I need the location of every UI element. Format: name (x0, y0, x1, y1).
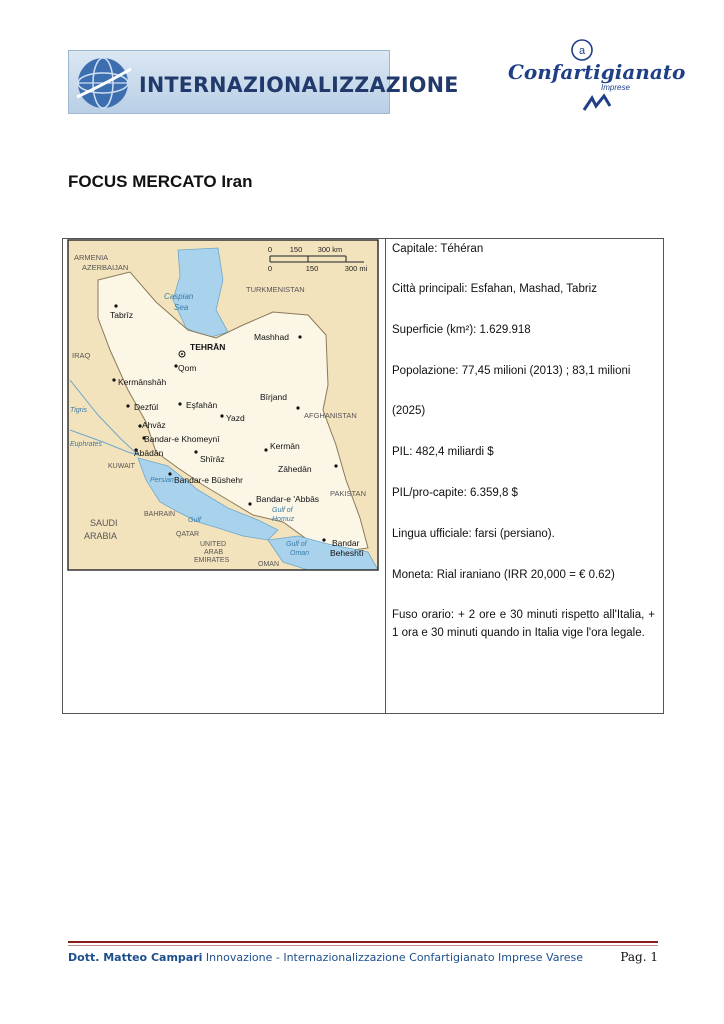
city-yazd: Yazd (226, 413, 245, 423)
city-zahedan: Zāhedān (278, 464, 312, 474)
city-tabriz: Tabrīz (110, 310, 134, 320)
info-pil-procapite: PIL/pro-capite: 6.359,8 $ (392, 487, 518, 499)
label-euphrates: Euphrates (70, 441, 102, 448)
scale-km-300: 300 km (317, 245, 343, 254)
scale-mi-300: 300 mi (344, 264, 368, 273)
info-pil: PIL: 482,4 miliardi $ (392, 446, 494, 458)
city-birjand: Bīrjand (260, 392, 287, 402)
city-kerman: Kermān (270, 441, 300, 451)
footer-rule (68, 941, 658, 943)
scale-mi-150: 150 (305, 264, 319, 273)
label-persian: Persian (150, 477, 174, 484)
label-arabia: ARABIA (84, 531, 118, 541)
page-title: FOCUS MERCATO Iran (68, 172, 253, 191)
label-tigris: Tigris (70, 407, 88, 414)
table-divider (385, 238, 386, 713)
confartigianato-logo (508, 38, 686, 114)
info-popolazione: Popolazione: 77,45 milioni (2013) ; 83,1 milioni (392, 365, 631, 377)
label-qatar: QATAR (176, 531, 200, 538)
globe-icon (75, 55, 131, 111)
label-iraq: IRAQ (72, 351, 91, 360)
label-arab: ARAB (204, 549, 224, 556)
footer-author: Dott. Matteo Campari (68, 951, 203, 964)
city-tehran: TEHRĀN (190, 342, 226, 352)
city-kermanshah: Kermānshāh (118, 377, 167, 387)
city-bandar-khomeyni: Bandar-e Khomeynī (144, 434, 220, 444)
label-gulf: Gulf (188, 517, 201, 524)
logo-subtitle: Imprese (601, 83, 630, 92)
scale-mi-0: 0 (267, 264, 273, 273)
info-popolazione-year: (2025) (392, 405, 426, 417)
label-gulf-of-hormuz-1: Gulf of (272, 507, 293, 514)
label-oman: OMAN (258, 561, 279, 568)
label-pakistan: PAKISTAN (330, 489, 366, 498)
city-esfahan: Eşfahān (186, 400, 218, 410)
scale-km-150: 150 (289, 245, 303, 254)
city-abadan: Ābādān (134, 448, 164, 458)
info-fuso: Fuso orario: + 2 ore e 30 minuti rispetto all'Italia, + 1 ora e 30 minuti quando in Italia vige l'ora legale. (392, 609, 655, 639)
city-mashhad: Mashhad (254, 332, 289, 342)
footer-role: Innovazione - Internazionalizzazione Confartigianato Imprese Varese (202, 951, 584, 964)
city-ahvaz: Ahvāz (142, 420, 166, 430)
city-bandar-abbas: Bandar-e 'Abbās (256, 494, 320, 504)
internazionalizzazione-banner (68, 50, 459, 114)
info-capitale: Capitale: Téhéran (392, 243, 484, 255)
city-bandar-beheshti-2: Beheshtī (330, 548, 364, 558)
label-kuwait: KUWAIT (108, 463, 135, 470)
label-gulf-of-oman-2: Oman (290, 550, 310, 557)
label-azerbaijan: AZERBAIJAN (82, 263, 129, 272)
city-dezful: Dezfūl (134, 402, 159, 412)
city-qom: Qom (178, 363, 197, 373)
info-citta: Città principali: Esfahan, Mashad, Tabriz (392, 283, 597, 295)
iran-map (68, 240, 378, 570)
info-lingua: Lingua ufficiale: farsi (persiano). (392, 528, 555, 540)
label-bahrain: BAHRAIN (144, 511, 176, 518)
city-bandar-beheshti-1: Bandar (332, 538, 360, 548)
page-number: Pag. 1 (620, 950, 658, 964)
city-shiraz: Shīrāz (200, 454, 225, 464)
label-saudi: SAUDI (90, 518, 118, 528)
label-armenia: ARMENIA (74, 253, 109, 262)
label-turkmenistan: TURKMENISTAN (246, 285, 305, 294)
footer (68, 951, 658, 964)
scale-km-0: 0 (267, 245, 273, 254)
label-gulf-of-hormuz-2: Homuz (272, 516, 295, 523)
logo-mark-icon (582, 94, 612, 112)
label-afghanistan: AFGHANISTAN (304, 411, 357, 420)
label-sea: Sea (174, 303, 189, 312)
info-moneta: Moneta: Rial iraniano (IRR 20,000 = € 0.62) (392, 569, 615, 581)
label-caspian: Caspian (164, 292, 194, 301)
footer-rule-thin (68, 945, 658, 946)
label-gulf-of-oman-1: Gulf of (286, 541, 307, 548)
info-superficie: Superficie (km²): 1.629.918 (392, 324, 531, 336)
city-bushehr: Bandar-e Būshehr (174, 475, 243, 485)
label-emirates: EMIRATES (194, 557, 230, 564)
logo-wordmark: Confartigianato (508, 60, 686, 84)
svg-text:a: a (578, 45, 586, 57)
banner-title: INTERNAZIONALIZZAZIONE (139, 73, 459, 97)
at-sign-icon (568, 38, 596, 62)
label-united: UNITED (200, 541, 227, 548)
